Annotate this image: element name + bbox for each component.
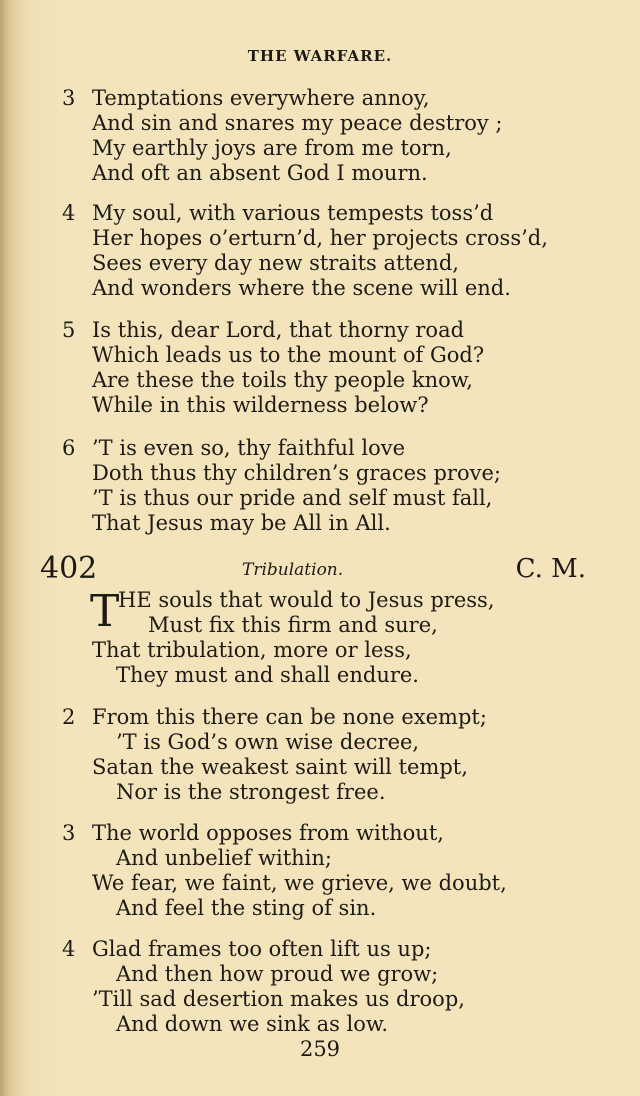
verse-line: We fear, we faint, we grieve, we doubt,	[92, 871, 507, 895]
verse-line: That tribulation, more or less,	[92, 638, 412, 662]
verse-line: Sees every day new straits attend,	[92, 251, 459, 275]
verse-line: Doth thus thy children’s graces prove;	[92, 461, 501, 485]
verse-line: Is this, dear Lord, that thorny road	[92, 318, 465, 342]
verse-line: The world opposes from without,	[92, 821, 444, 845]
verse-number: 6	[62, 436, 76, 460]
verse-5-continued	[62, 318, 622, 418]
verse-line: Temptations everywhere annoy,	[92, 86, 430, 110]
page-number: 259	[299, 1037, 341, 1061]
hymn-verse-4	[62, 937, 622, 1037]
hymn-number: 402	[40, 551, 98, 586]
verse-number: 3	[62, 821, 76, 845]
hymn-meter: C. M.	[515, 554, 586, 584]
verse-line: And oft an absent God I mourn.	[92, 161, 428, 185]
hymn-title: Tribulation.	[242, 560, 344, 580]
verse-line: And then how proud we grow;	[116, 962, 439, 986]
verse-line: ’T is even so, thy faithful love	[92, 436, 406, 460]
verse-line: ’T is God’s own wise decree,	[116, 730, 420, 754]
running-head: THE WARFARE.	[247, 47, 393, 65]
verse-line: HE souls that would to Jesus press,	[118, 588, 495, 612]
verse-line: Must fix this firm and sure,	[148, 613, 438, 637]
hymn-heading	[40, 552, 590, 586]
verse-line: Which leads us to the mount of God?	[92, 343, 485, 367]
verse-number: 5	[62, 318, 76, 342]
verse-line: Are these the toils thy people know,	[92, 368, 473, 392]
verse-line: ’Till sad desertion makes us droop,	[92, 987, 465, 1011]
verse-line: From this there can be none exempt;	[92, 705, 487, 729]
verse-line: My earthly joys are from me torn,	[92, 136, 452, 160]
verse-number: 4	[62, 937, 76, 961]
verse-line: Nor is the strongest free.	[116, 780, 386, 804]
verse-line: And sin and snares my peace destroy ;	[92, 111, 503, 135]
verse-6-continued	[62, 436, 622, 536]
verse-line: Satan the weakest saint will tempt,	[92, 755, 468, 779]
verse-number: 3	[62, 86, 76, 110]
hymn-verse-2	[62, 705, 622, 805]
verse-line: My soul, with various tempests toss’d	[92, 201, 494, 225]
verse-number: 4	[62, 201, 76, 225]
verse-number: 2	[62, 705, 76, 729]
hymn-verse-3	[62, 821, 622, 921]
verse-line: And wonders where the scene will end.	[92, 276, 511, 300]
hymn-verse-1	[64, 588, 624, 688]
verse-line: Her hopes o’erturn’d, her projects cross’d,	[92, 226, 548, 250]
verse-line: And down we sink as low.	[116, 1012, 389, 1036]
verse-line: ’T is thus our pride and self must fall,	[92, 486, 493, 510]
verse-line: That Jesus may be All in All.	[92, 511, 391, 535]
verse-line: And feel the sting of sin.	[116, 896, 377, 920]
verse-3-continued	[62, 86, 622, 186]
verse-line: Glad frames too often lift us up;	[92, 937, 432, 961]
drop-cap: T	[90, 586, 120, 637]
verse-line: While in this wilderness below?	[92, 393, 429, 417]
verse-line: And unbelief within;	[116, 846, 333, 870]
verse-line: They must and shall endure.	[116, 663, 419, 687]
verse-4-continued	[62, 201, 622, 301]
